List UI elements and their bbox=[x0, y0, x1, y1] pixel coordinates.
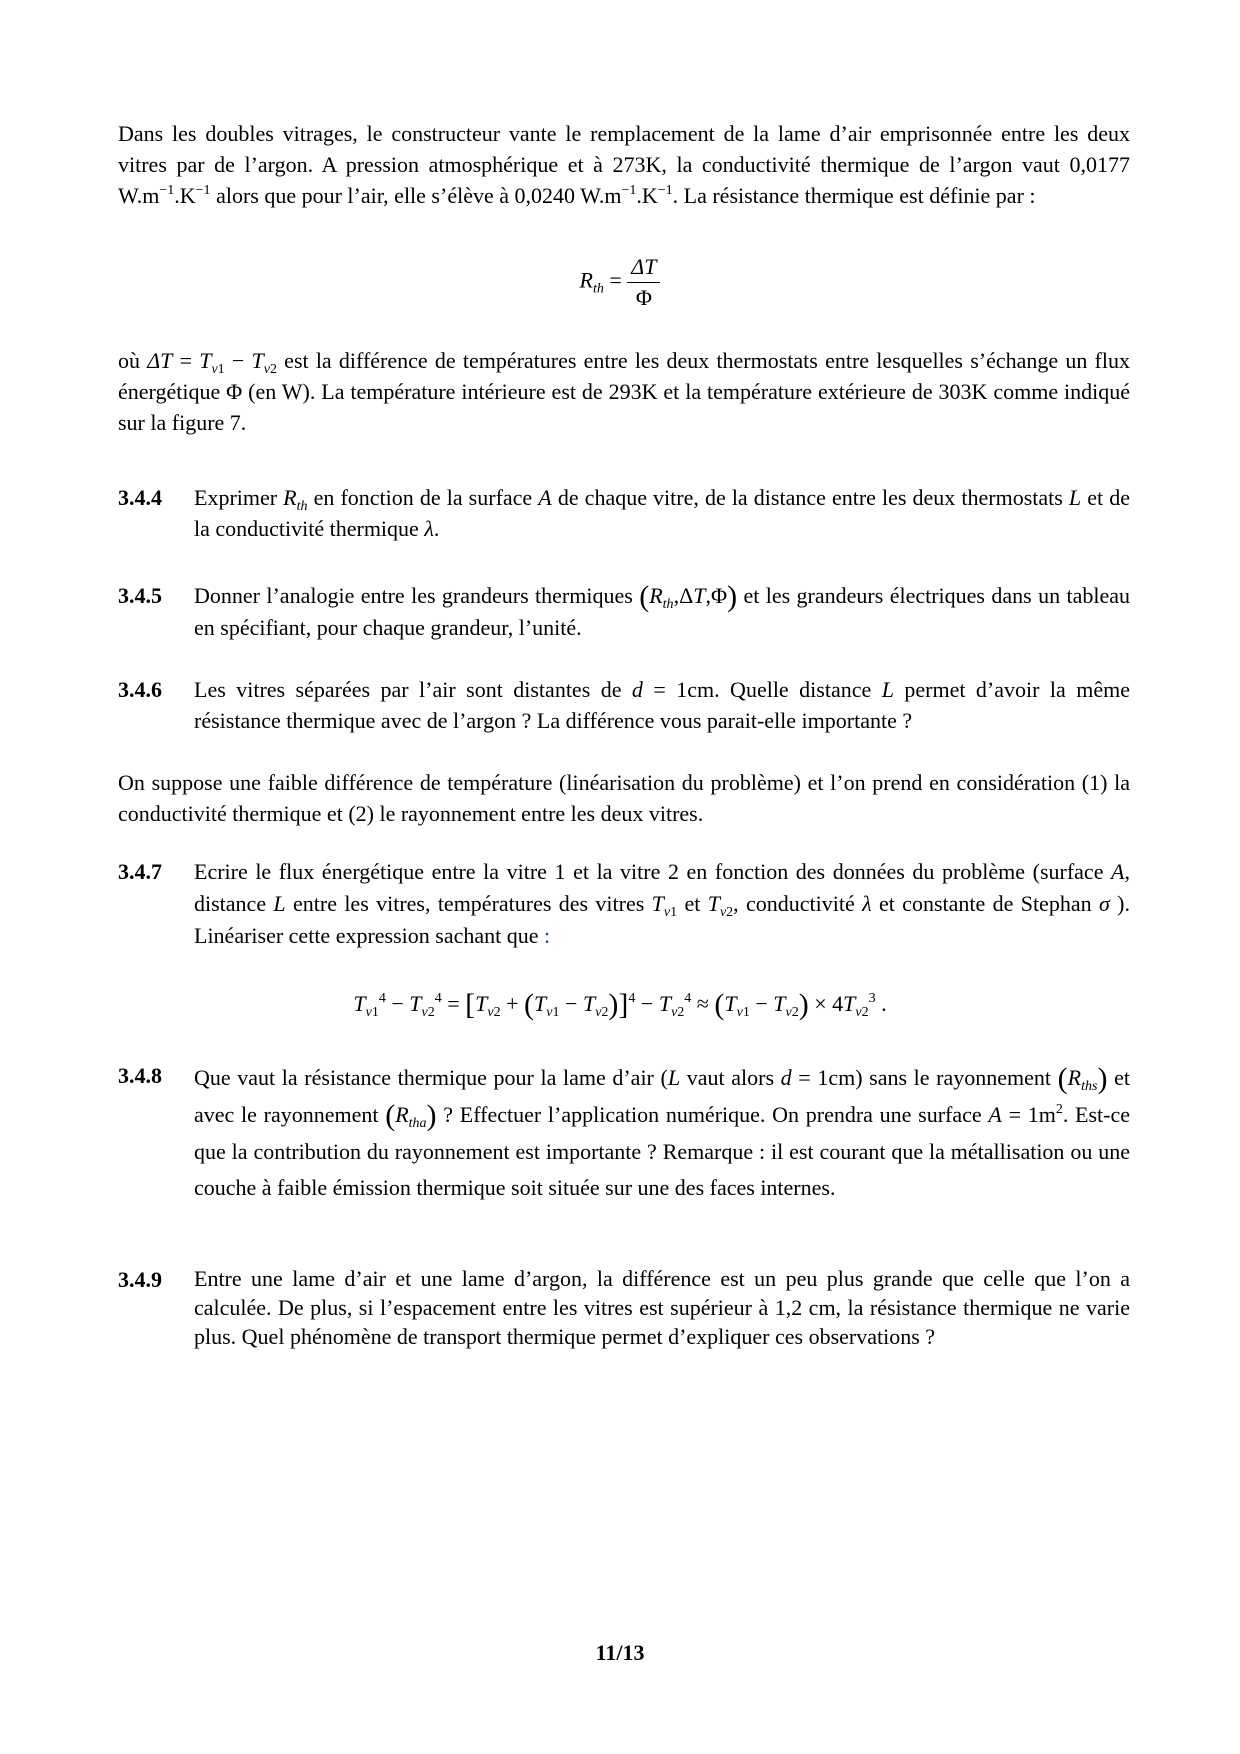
question-3-4-7 bbox=[118, 856, 1130, 952]
math-big: ( bbox=[1057, 1062, 1068, 1095]
question-number: 3.4.4 bbox=[118, 485, 162, 510]
text-run: permet d’avoir la même résistance thermique avec de l’argon ? La différence vous parait-elle importante ? bbox=[194, 677, 1130, 733]
page-number: 11/13 bbox=[595, 1640, 645, 1665]
question-number: 3.4.6 bbox=[118, 677, 162, 702]
math-i: R bbox=[395, 1102, 409, 1127]
math-sup: 4 bbox=[378, 991, 386, 1006]
question-text bbox=[194, 856, 1130, 952]
eq-numerator: ΔT bbox=[627, 252, 660, 283]
math-big: ) bbox=[798, 988, 809, 1021]
text-run: × 4 bbox=[808, 991, 844, 1016]
text-run: et les grandeurs électriques dans un tableau en spécifiant, pour chaque grandeur, l’unité. bbox=[194, 583, 1131, 640]
math-isub: v bbox=[263, 362, 270, 377]
math-i: T bbox=[658, 991, 672, 1016]
question-number: 3.4.9 bbox=[118, 1267, 162, 1292]
question-3-4-6 bbox=[118, 674, 1130, 736]
math-i: R bbox=[649, 583, 663, 608]
math-isub: v bbox=[736, 1005, 743, 1020]
math-i: A bbox=[1111, 859, 1125, 884]
math-big: ) bbox=[1097, 1062, 1108, 1095]
math-isub: v bbox=[487, 1005, 494, 1020]
text-run: où bbox=[118, 348, 148, 373]
math-i: L bbox=[667, 1065, 681, 1090]
text-run: − bbox=[635, 991, 659, 1016]
text-run: . bbox=[433, 516, 440, 541]
math-big: ) bbox=[426, 1099, 437, 1132]
math-big: [ bbox=[465, 988, 476, 1021]
text-run: = 1cm. Quelle distance bbox=[642, 677, 882, 702]
math-i: A bbox=[538, 485, 552, 510]
math-i: T bbox=[707, 891, 720, 916]
math-isub: v bbox=[663, 905, 671, 920]
math-i: L bbox=[273, 891, 286, 916]
math-i: ΔT bbox=[147, 348, 173, 373]
question-3-4-8 bbox=[118, 1060, 1130, 1206]
math-isub: tha bbox=[408, 1116, 427, 1131]
math-i: L bbox=[881, 677, 894, 702]
math-i: T bbox=[651, 891, 664, 916]
math-sub: 1 bbox=[742, 1005, 750, 1020]
math-i: λ bbox=[424, 516, 434, 541]
eq-lhs-sub: th bbox=[592, 281, 604, 297]
math-i: T bbox=[693, 583, 706, 608]
eq-equals: = bbox=[609, 267, 622, 293]
math-i: T bbox=[582, 991, 596, 1016]
eq-denominator: Φ bbox=[635, 285, 652, 310]
equation-thermal-resistance bbox=[0, 252, 1240, 313]
math-isub: th bbox=[662, 597, 674, 612]
text-run: − bbox=[224, 348, 252, 373]
text-run: Exprimer bbox=[194, 485, 284, 510]
text-run: ≈ bbox=[691, 991, 715, 1016]
math-isub: v bbox=[595, 1005, 602, 1020]
text-run: Que vaut la résistance thermique pour la lame d’air ( bbox=[194, 1065, 668, 1090]
text-run: = bbox=[441, 991, 466, 1016]
math-isub: v bbox=[365, 1005, 372, 1020]
question-number: 3.4.7 bbox=[118, 859, 162, 884]
math-sub: 1 bbox=[670, 905, 678, 920]
text-run: ? Effectuer l’application numérique. On prendra une surface bbox=[436, 1102, 989, 1127]
math-isub: v bbox=[719, 905, 727, 920]
math-i: T bbox=[773, 991, 786, 1016]
text-run: en fonction de la surface bbox=[307, 485, 539, 510]
question-number: 3.4.8 bbox=[118, 1063, 162, 1088]
text-run: = 1cm) sans le rayonnement bbox=[791, 1065, 1058, 1090]
text-run: entre les vitres, températures des vitres bbox=[285, 891, 652, 916]
math-i: T bbox=[475, 991, 488, 1016]
math-sub: 2 bbox=[269, 362, 277, 377]
math-sup: −1 bbox=[621, 183, 637, 198]
math-sup: 3 bbox=[868, 991, 876, 1006]
intro-paragraph bbox=[118, 118, 1130, 211]
math-isub: v bbox=[785, 1005, 792, 1020]
text-run: . Est-ce que la contribution du rayonnement est importante ? Remarque : il est courant que la métallisation ou une couche à faible émission thermique soit située sur une des faces internes. bbox=[194, 1102, 1131, 1200]
math-sup: 4 bbox=[628, 991, 636, 1006]
text-run: .K bbox=[174, 183, 196, 208]
math-sub: 1 bbox=[217, 362, 225, 377]
text-run: est la différence de températures entre les deux thermostats entre lesquelles s’échange un flux énergétique Φ (en W). La température intérieure est de 293K et la température extérieure de 303K comme indiqué sur la figure 7. bbox=[118, 348, 1130, 435]
question-number: 3.4.5 bbox=[118, 583, 162, 608]
math-isub: v bbox=[421, 1005, 428, 1020]
text-run: + bbox=[500, 991, 525, 1016]
text-run: . bbox=[875, 991, 887, 1016]
text-run: de chaque vitre, de la distance entre les deux thermostats bbox=[551, 485, 1069, 510]
text-run: .K bbox=[636, 183, 658, 208]
math-sup: −1 bbox=[657, 183, 673, 198]
text-run: , distance bbox=[194, 859, 1130, 916]
text-run: alors que pour l’air, elle s’élève à 0,0240 W.m bbox=[210, 183, 622, 208]
text-run: et bbox=[677, 891, 708, 916]
text-run: vaut alors bbox=[680, 1065, 781, 1090]
math-i: L bbox=[1068, 485, 1082, 510]
text-run: = bbox=[172, 348, 200, 373]
text-run: . La résistance thermique est définie par : bbox=[672, 183, 1036, 208]
math-i: T bbox=[409, 991, 422, 1016]
math-sup: 4 bbox=[434, 991, 442, 1006]
math-isub: v bbox=[211, 362, 218, 377]
question-text bbox=[194, 580, 1130, 643]
text-run: et constante de Stephan bbox=[871, 891, 1099, 916]
math-i: A bbox=[988, 1102, 1002, 1127]
text-run: ). Linéariser cette expression sachant que bbox=[194, 891, 1130, 948]
math-sub: 2 bbox=[791, 1005, 799, 1020]
math-isub: v bbox=[855, 1005, 862, 1020]
math-sub: 2 bbox=[427, 1005, 435, 1020]
math-sub: 2 bbox=[493, 1005, 501, 1020]
math-i: λ bbox=[862, 891, 872, 916]
math-sub: 2 bbox=[677, 1005, 685, 1020]
eq-fraction bbox=[627, 252, 660, 313]
math-i: R bbox=[283, 485, 297, 510]
math-sup: −1 bbox=[159, 183, 175, 198]
math-sup: 4 bbox=[684, 991, 692, 1006]
text-run: − bbox=[385, 991, 410, 1016]
question-3-4-4 bbox=[118, 482, 1130, 544]
math-sub: 2 bbox=[861, 1005, 869, 1020]
math-big: ) bbox=[727, 580, 738, 613]
math-sub: 2 bbox=[601, 1005, 609, 1020]
math-big: ( bbox=[524, 988, 535, 1021]
math-sub: 1 bbox=[552, 1005, 560, 1020]
math-big: ) bbox=[608, 988, 619, 1021]
math-i: T bbox=[199, 348, 212, 373]
text-run: Donner l’analogie entre les grandeurs thermiques bbox=[194, 583, 640, 608]
math-isub: th bbox=[296, 499, 308, 514]
definition-paragraph bbox=[118, 345, 1130, 438]
assumption-paragraph bbox=[118, 767, 1130, 829]
math-i: T bbox=[843, 991, 856, 1016]
math-i: T bbox=[534, 991, 547, 1016]
text-run: et de la conductivité thermique bbox=[194, 485, 1130, 541]
math-isub: v bbox=[546, 1005, 553, 1020]
text-run: − bbox=[749, 991, 774, 1016]
math-big: ( bbox=[714, 988, 725, 1021]
text-run: Entre une lame d’air et une lame d’argon, la différence est un peu plus grande que celle que l’on a calculée. De plus, si l’espacement entre les vitres est supérieur à 1,2 cm, la résistance thermique ne varie plus. Quel phénomène de transport thermique permet d’expliquer ces observations ? bbox=[194, 1266, 1130, 1349]
question-3-4-5 bbox=[118, 580, 1130, 643]
math-big: ( bbox=[385, 1099, 396, 1132]
text-run: − bbox=[559, 991, 583, 1016]
math-sup: 2 bbox=[1055, 1102, 1063, 1117]
equation-linearisation bbox=[0, 988, 1240, 1022]
math-i: R bbox=[1067, 1065, 1082, 1090]
math-big: ] bbox=[618, 988, 629, 1021]
math-i: d bbox=[780, 1065, 792, 1090]
math-sub: 1 bbox=[371, 1005, 379, 1020]
question-text bbox=[194, 482, 1130, 544]
eq-lhs: R bbox=[579, 267, 593, 293]
text-run: ,Φ bbox=[705, 583, 728, 608]
text-run: , conductivité bbox=[733, 891, 863, 916]
math-i: σ bbox=[1098, 891, 1110, 916]
question-text bbox=[194, 674, 1130, 736]
question-3-4-9 bbox=[118, 1264, 1130, 1351]
text-run: Dans les doubles vitrages, le constructeur vante le remplacement de la lame d’air emprisonnée entre les deux vitres par de l’argon. A pression atmosphérique et à 273K, la conductivité thermique de l’argon vaut 0,0177 W.m bbox=[118, 121, 1130, 208]
math-isub: v bbox=[671, 1005, 678, 1020]
math-i: T bbox=[353, 991, 366, 1016]
text-run: Ecrire le flux énergétique entre la vitre 1 et la vitre 2 en fonction des données du problème (surface bbox=[194, 859, 1112, 884]
math-isub: ths bbox=[1081, 1079, 1098, 1094]
text-run: Les vitres séparées par l’air sont distantes de bbox=[194, 677, 632, 702]
text-run: On suppose une faible différence de température (linéarisation du problème) et l’on prend en considération (1) la conductivité thermique et (2) le rayonnement entre les deux vitres. bbox=[118, 770, 1130, 826]
math-i: d bbox=[631, 677, 643, 702]
math-i: T bbox=[251, 348, 264, 373]
math-big: ( bbox=[639, 580, 650, 613]
math-sup: −1 bbox=[195, 183, 211, 198]
text-run: et avec le rayonnement bbox=[194, 1065, 1130, 1127]
text-run: ,Δ bbox=[673, 583, 694, 608]
math-blue: : bbox=[544, 923, 551, 948]
math-i: T bbox=[724, 991, 737, 1016]
text-run: = 1m bbox=[1001, 1102, 1056, 1127]
math-sub: 2 bbox=[726, 905, 734, 920]
question-text bbox=[194, 1264, 1130, 1351]
question-text bbox=[194, 1060, 1130, 1206]
